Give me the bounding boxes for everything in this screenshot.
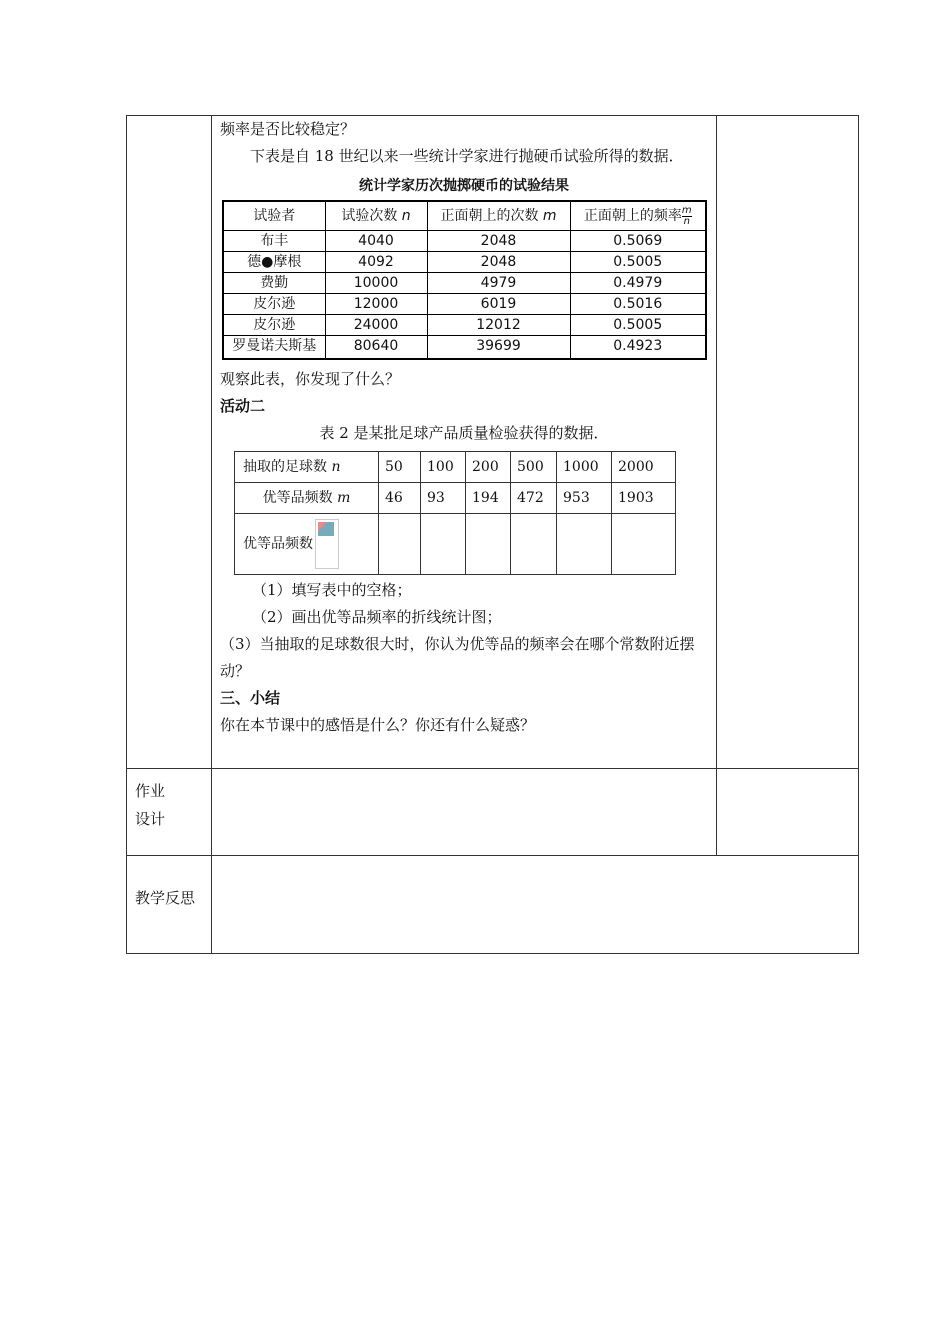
content-row [127, 116, 859, 769]
cell: 80640 [325, 336, 427, 360]
intro-line-2: 下表是自 18 世纪以来一些统计学家进行抛硬币试验所得的数据． [250, 147, 684, 165]
empty-cell [421, 514, 466, 575]
activity2-title: 活动二 [220, 397, 266, 415]
header-trials: 试验次数 n [325, 201, 427, 231]
empty-cell [379, 514, 421, 575]
question-1: （1）填写表中的空格； [252, 581, 412, 599]
reflection-label: 教学反思 [135, 889, 196, 907]
cell: 罗曼诺夫斯基 [223, 336, 325, 360]
cell: 12012 [427, 315, 570, 336]
cell: 200 [466, 452, 511, 483]
row-label-premium-frequency: 优等品频数 [235, 514, 379, 575]
homework-row [127, 769, 859, 856]
cell: 2000 [612, 452, 676, 483]
cell: 93 [421, 483, 466, 514]
broken-image-icon [315, 519, 339, 569]
cell: 0.4923 [570, 336, 706, 360]
table-row [223, 231, 706, 252]
header-heads-count: 正面朝上的次数 m [427, 201, 570, 231]
cell: 1000 [557, 452, 612, 483]
cell: 24000 [325, 315, 427, 336]
cell: 50 [379, 452, 421, 483]
cell: 费勤 [223, 273, 325, 294]
coin-table-header [223, 201, 706, 231]
table-row [223, 273, 706, 294]
table-row [235, 452, 676, 483]
homework-label-line-1: 作业 [135, 782, 166, 800]
cell: 皮尔逊 [223, 294, 325, 315]
cell: 2048 [427, 252, 570, 273]
header-experimenter: 试验者 [223, 201, 325, 231]
cell: 0.5069 [570, 231, 706, 252]
homework-right-cell [717, 769, 859, 856]
intro-line-1: 频率是否比较稳定？ [220, 120, 356, 138]
cell: 39699 [427, 336, 570, 360]
cell: 100 [421, 452, 466, 483]
cell: 皮尔逊 [223, 315, 325, 336]
coin-toss-table [222, 200, 707, 360]
cell: 4979 [427, 273, 570, 294]
cell: 布丰 [223, 231, 325, 252]
cell: 德●摩根 [223, 252, 325, 273]
cell: 0.5005 [570, 252, 706, 273]
football-quality-table [234, 451, 676, 575]
empty-cell [466, 514, 511, 575]
table-row [223, 294, 706, 315]
empty-cell [557, 514, 612, 575]
reflection-content-cell [212, 856, 859, 954]
cell: 1903 [612, 483, 676, 514]
cell: 4092 [325, 252, 427, 273]
question-3: （3）当抽取的足球数很大时，你认为优等品的频率会在哪个常数附近摆动？ [220, 635, 695, 680]
cell: 0.5005 [570, 315, 706, 336]
table-row [235, 483, 676, 514]
cell: 2048 [427, 231, 570, 252]
empty-cell [511, 514, 557, 575]
table-row [223, 315, 706, 336]
homework-label-line-2: 设计 [135, 810, 166, 828]
cell: 500 [511, 452, 557, 483]
reflection-label-cell [127, 856, 212, 954]
fraction-m-over-n: $\frac{m}{n}$ [681, 204, 692, 227]
main-content-cell [212, 116, 717, 769]
cell: 472 [511, 483, 557, 514]
table-row [223, 336, 706, 360]
cell: 0.4979 [570, 273, 706, 294]
cell: 10000 [325, 273, 427, 294]
homework-label-cell [127, 769, 212, 856]
summary-text: 你在本节课中的感悟是什么？你还有什么疑惑？ [220, 716, 536, 734]
blank-left-cell [127, 116, 212, 769]
question-2: （2）画出优等品频率的折线统计图； [252, 608, 502, 626]
header-heads-frequency: 正面朝上的频率 $\frac{m}{n}$ [570, 201, 706, 231]
table-row [235, 514, 676, 575]
activity2-intro: 表 2 是某批足球产品质量检验获得的数据． [319, 424, 609, 442]
cell: 6019 [427, 294, 570, 315]
coin-table-caption: 统计学家历次抛掷硬币的试验结果 [359, 178, 569, 194]
row-label-premium-count: 优等品频数 m [235, 483, 379, 514]
row-label-sampled: 抽取的足球数 n [235, 452, 379, 483]
cell: 194 [466, 483, 511, 514]
table-row [223, 252, 706, 273]
summary-title: 三、小结 [220, 689, 281, 707]
cell: 12000 [325, 294, 427, 315]
cell: 953 [557, 483, 612, 514]
empty-cell [612, 514, 676, 575]
cell: 4040 [325, 231, 427, 252]
observe-question: 观察此表，你发现了什么？ [220, 370, 401, 388]
lesson-plan-table [126, 115, 859, 954]
blank-right-cell [717, 116, 859, 769]
cell: 0.5016 [570, 294, 706, 315]
reflection-row [127, 856, 859, 954]
homework-content-cell [212, 769, 717, 856]
cell: 46 [379, 483, 421, 514]
